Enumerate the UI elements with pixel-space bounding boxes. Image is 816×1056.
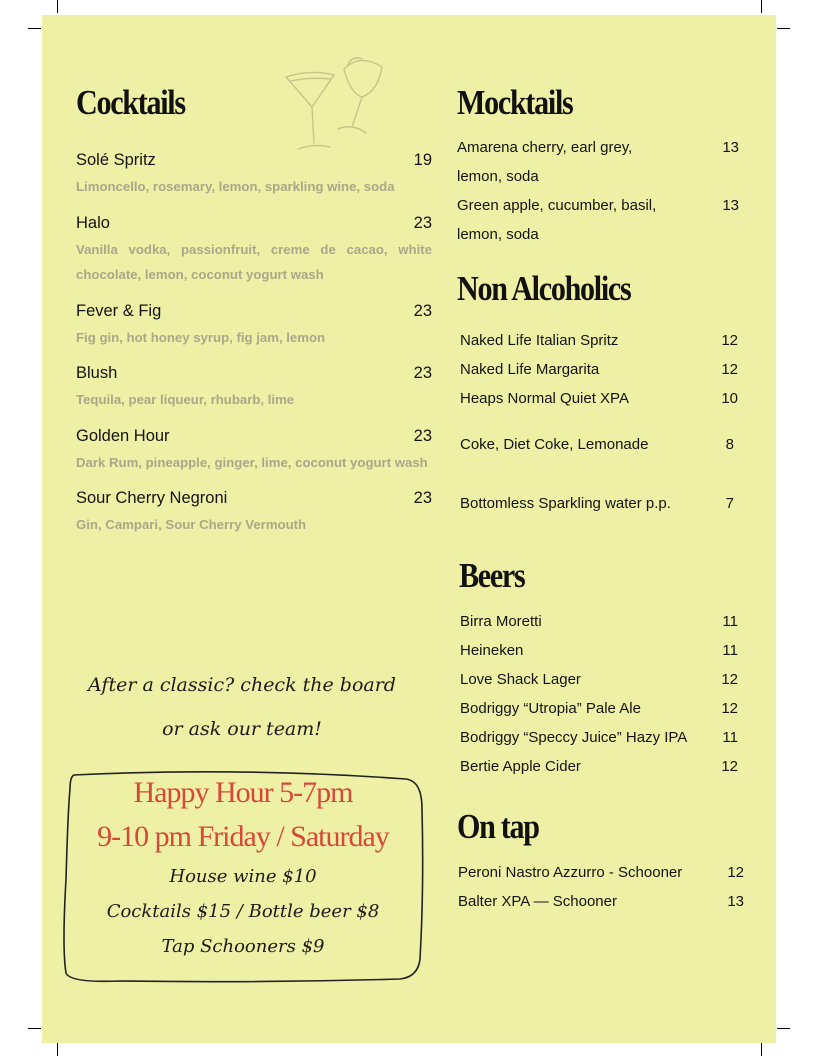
- mocktail-item: [457, 191, 739, 249]
- mocktail-name: Amarena cherry, earl grey, lemon, soda: [457, 139, 633, 185]
- cocktail-price: 23: [413, 426, 432, 445]
- cocktail-description: Vanilla vodka, passionfruit, creme de cacao, white chocolate, lemon, coconut yogurt wash: [76, 241, 432, 282]
- non-alcoholic-name: Heaps Normal Quiet XPA: [460, 390, 629, 407]
- happy-hour-tap-schooners: Tap Schooners $9: [161, 936, 325, 957]
- non-alcoholics-section: [457, 269, 757, 309]
- beer-item: [460, 725, 738, 754]
- classic-note-line1: After a classic? check the board: [88, 674, 396, 696]
- happy-hour-box: [60, 771, 426, 964]
- on-tap-item: [458, 860, 744, 889]
- cocktail-item: [76, 214, 432, 288]
- on-tap-item: [458, 889, 744, 918]
- non-alcoholic-price: 12: [721, 332, 738, 349]
- crop-mark: [761, 1043, 762, 1056]
- cocktail-description: Limoncello, rosemary, lemon, sparkling wine, soda: [76, 179, 395, 194]
- non-alcoholic-name: Bottomless Sparkling water p.p.: [460, 495, 671, 512]
- non-alcoholic-item: [460, 491, 738, 520]
- beers-section: [459, 556, 743, 596]
- mocktails-section: [457, 83, 741, 123]
- on-tap-heading: On tap: [457, 807, 539, 846]
- beer-price: 11: [722, 613, 738, 630]
- mocktail-list: [457, 133, 739, 249]
- non-alcoholic-price: 7: [725, 495, 734, 512]
- cocktail-item: [76, 489, 432, 538]
- cocktail-description: Dark Rum, pineapple, ginger, lime, coconut yogurt wash: [76, 454, 428, 470]
- crop-mark: [777, 28, 790, 29]
- beer-price: 11: [722, 729, 738, 746]
- happy-hour-house-wine: House wine $10: [169, 866, 317, 887]
- cocktails-heading: Cocktails: [76, 83, 185, 122]
- crop-mark: [777, 1028, 790, 1029]
- cocktail-price: 19: [413, 151, 432, 169]
- crop-mark: [28, 28, 41, 29]
- on-tap-name: Balter XPA — Schooner: [458, 893, 617, 910]
- cocktail-description: Tequila, pear liqueur, rhubarb, lime: [76, 392, 295, 407]
- beer-item: [460, 638, 738, 667]
- non-alcoholic-name: Coke, Diet Coke, Lemonade: [460, 436, 649, 453]
- cocktail-glasses-icon: [280, 47, 392, 155]
- classic-note: [62, 663, 422, 751]
- non-alcoholic-name: Naked Life Italian Spritz: [460, 332, 619, 349]
- non-alcoholic-name: Naked Life Margarita: [460, 361, 600, 378]
- cocktail-price: 23: [413, 489, 432, 507]
- on-tap-price: 13: [727, 893, 744, 910]
- mocktail-name: Green apple, cucumber, basil, lemon, soda: [457, 197, 657, 243]
- beer-item: [460, 696, 738, 725]
- non-alcoholic-item: [460, 328, 738, 357]
- beer-name: Bertie Apple Cider: [460, 758, 581, 775]
- non-alcoholic-price: 12: [721, 361, 738, 378]
- non-alcoholic-price: 10: [721, 390, 738, 407]
- cocktail-description: Gin, Campari, Sour Cherry Vermouth: [76, 517, 307, 532]
- non-alcoholics-heading: Non Alcoholics: [457, 269, 631, 308]
- cocktail-price: 23: [413, 301, 432, 320]
- mocktail-price: 13: [722, 197, 739, 214]
- cocktail-list: [76, 151, 432, 538]
- crop-mark: [761, 0, 762, 13]
- cocktail-name: Halo: [76, 213, 110, 232]
- beer-name: Bodriggy “Utropia” Pale Ale: [460, 700, 641, 717]
- beer-item: [460, 667, 738, 696]
- crop-mark: [57, 1043, 58, 1056]
- cocktail-name: Golden Hour: [76, 426, 170, 445]
- beer-name: Love Shack Lager: [460, 671, 581, 688]
- cocktail-price: 23: [413, 364, 432, 382]
- beer-price: 12: [721, 758, 738, 775]
- on-tap-price: 12: [727, 864, 744, 881]
- beer-name: Heineken: [460, 642, 524, 659]
- happy-hour-cocktails-beer: Cocktails $15 / Bottle beer $8: [106, 901, 380, 922]
- cocktail-name: Blush: [76, 364, 118, 382]
- beer-price: 11: [722, 642, 738, 659]
- cocktail-name: Fever & Fig: [76, 301, 162, 320]
- beer-item: [460, 609, 738, 638]
- mocktail-item: [457, 133, 739, 191]
- cocktail-description: Fig gin, hot honey syrup, fig jam, lemon: [76, 329, 326, 345]
- non-alcoholic-item: [460, 432, 738, 491]
- on-tap-list: [458, 860, 744, 918]
- beers-heading: Beers: [459, 556, 525, 595]
- on-tap-section: [457, 807, 741, 847]
- beer-name: Bodriggy “Speccy Juice” Hazy IPA: [460, 729, 688, 746]
- mocktail-price: 13: [722, 139, 739, 156]
- beer-price: 12: [721, 700, 738, 717]
- non-alcoholic-item: [460, 386, 738, 432]
- cocktail-price: 23: [413, 213, 432, 232]
- beer-item: [460, 754, 738, 783]
- happy-hour-title: Happy Hour 5-7pm: [133, 776, 353, 809]
- crop-mark: [57, 0, 58, 13]
- happy-hour-weekend-times: 9-10 pm Friday / Saturday: [97, 820, 389, 853]
- non-alcoholic-list: [460, 328, 738, 520]
- crop-mark: [28, 1028, 41, 1029]
- classic-note-line2: or ask our team!: [162, 718, 322, 740]
- on-tap-name: Peroni Nastro Azzurro - Schooner: [458, 864, 683, 881]
- cocktail-item: [76, 302, 432, 351]
- cocktail-name: Solé Spritz: [76, 151, 156, 169]
- cocktail-name: Sour Cherry Negroni: [76, 489, 228, 507]
- menu-page: [42, 15, 776, 1043]
- cocktail-item: [76, 427, 432, 476]
- non-alcoholic-price: 8: [725, 436, 734, 453]
- beer-list: [460, 609, 738, 783]
- beer-price: 12: [721, 671, 738, 688]
- cocktail-item: [76, 151, 432, 200]
- mocktails-heading: Mocktails: [457, 83, 573, 122]
- beer-name: Birra Moretti: [460, 613, 542, 630]
- cocktail-item: [76, 364, 432, 413]
- non-alcoholic-item: [460, 357, 738, 386]
